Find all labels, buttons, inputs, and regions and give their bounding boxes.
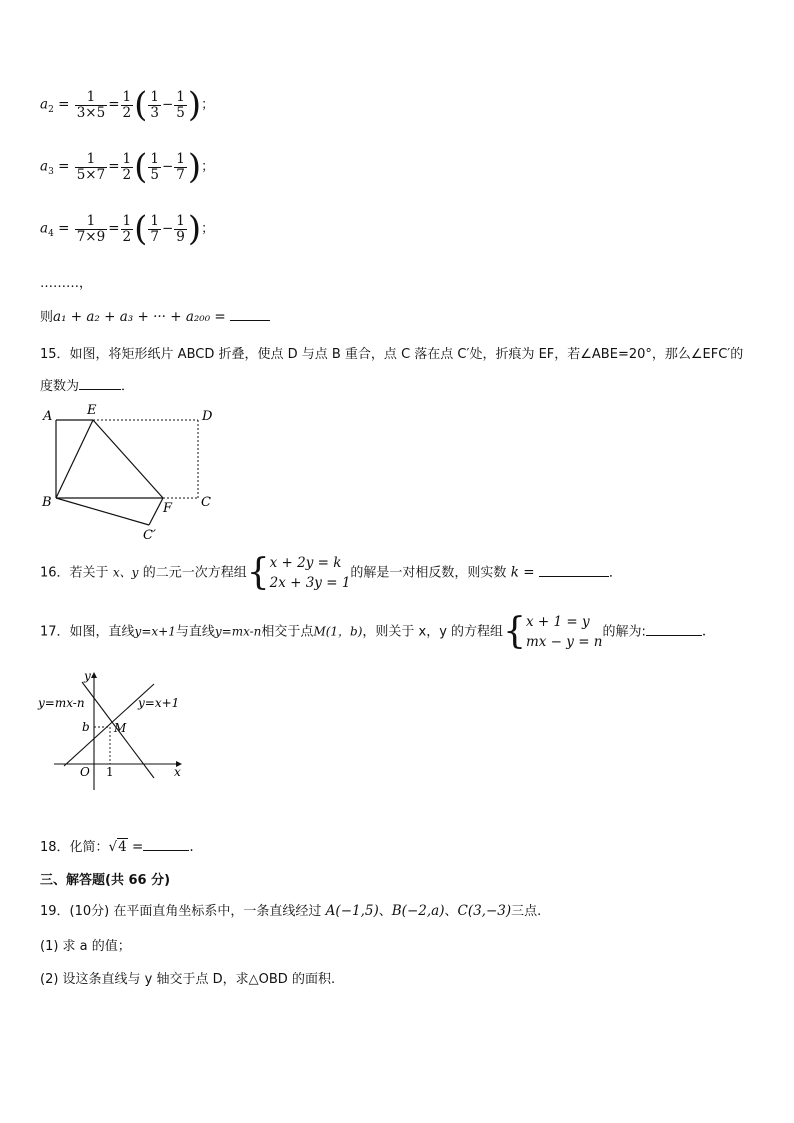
equation-system — [270, 553, 351, 593]
label-A: A — [43, 409, 53, 424]
equation-2: 2x + 3y = 1 — [269, 575, 351, 591]
q17-prefix: 17．如图，直线 — [40, 624, 135, 640]
equation-2: mx − y = n — [525, 634, 603, 650]
fraction: $\frac{1}{5\times 7}$ — [76, 150, 106, 183]
y-axis-arrow — [91, 672, 97, 678]
label-M: M — [114, 721, 127, 735]
q15-text-line1: 15．如图，将矩形纸片 ABCD 折叠，使点 D 与点 B 重合，点 C 落在点 C′处，折痕为 EF，若∠ABE=20°，那么∠EFC′的 — [40, 347, 744, 362]
q19-line — [40, 900, 541, 919]
q15-end: ． — [121, 379, 135, 394]
q15-figure — [36, 402, 226, 544]
fraction — [75, 90, 108, 121]
section-heading: 三、解答题(共 66 分) — [40, 873, 171, 888]
term: a — [40, 158, 49, 175]
semicolon: ； — [201, 159, 215, 175]
ellipsis-line: ………， — [40, 276, 93, 291]
label-C: C — [201, 495, 211, 510]
term: a — [40, 96, 49, 113]
q17-mid: 相交于点 — [261, 624, 314, 640]
radicand: 4 — [118, 839, 127, 855]
equals: = — [523, 564, 535, 581]
fraction: $\frac{1}{7\times 9}$ — [76, 212, 106, 245]
separator: 、 — [444, 904, 458, 919]
q17-line: 17．如图，直线y=x+1与直线y=mx-n相交于点M(1，b)，则关于 x，y 的方程组{x + 1 = y mx − y = n的解为: . — [40, 611, 707, 652]
equation-1: x + 1 = y — [525, 614, 590, 630]
q17-figure — [36, 666, 196, 790]
sqrt-symbol: √ — [108, 839, 118, 855]
formula-a4: $a_4$ = $\frac{1}{7\times 9}$ = $\frac{1}{2}$ ( $\frac{1}{7}$ − $\frac{1}{9}$ )； — [40, 209, 215, 249]
fraction: $\frac{1}{2}$ — [122, 212, 132, 245]
q16-prefix: 16．若关于 — [40, 565, 109, 581]
subscript: 3 — [48, 167, 54, 178]
edge-BE — [56, 420, 93, 498]
q15-text-line2 — [40, 375, 134, 394]
q17-line2: y=mx-n — [214, 624, 262, 639]
q19-end: 三点. — [511, 904, 542, 919]
q19-part1: (1) 求 a 的值； — [40, 939, 131, 954]
denominator: 3 — [150, 104, 159, 121]
equation-1: x + 2y = k — [269, 555, 342, 571]
answer-blank[interactable] — [539, 576, 609, 577]
label-x: x — [174, 765, 181, 779]
equation-system — [526, 612, 603, 652]
edge-BCp — [56, 498, 149, 525]
q18-line — [40, 836, 194, 855]
sum-expression: a₁ + a₂ + a₃ + ··· + a₂₀₀ = — [53, 309, 226, 325]
denominator: 3×5 — [76, 104, 106, 121]
label-1: 1 — [106, 765, 114, 779]
q16-vars: x、y — [112, 565, 139, 580]
q16-suffix: 的解是一对相反数，则实数 — [350, 565, 507, 581]
answer-blank[interactable] — [143, 850, 189, 851]
answer-blank[interactable] — [79, 389, 121, 390]
fraction: $\frac{1}{3}$ — [150, 88, 159, 121]
term: a — [40, 220, 49, 237]
point-A: A(−1,5) — [325, 903, 379, 919]
var-k: k — [510, 564, 519, 581]
label-y: y — [84, 669, 91, 683]
subscript: 2 — [48, 105, 54, 116]
q16-end: ． — [608, 565, 622, 581]
fraction — [121, 90, 134, 121]
q16-line: 16．若关于 x、y 的二元一次方程组{x + 2y = k 2x + 3y = 1的解是一对相反数，则实数 k = ． — [40, 552, 622, 593]
q17-point: M(1，b) — [313, 624, 363, 639]
fraction: $\frac{1}{5}$ — [176, 88, 185, 121]
semicolon: ； — [201, 97, 215, 113]
label-line-x1: y=x+1 — [138, 696, 180, 710]
denominator: 2 — [122, 104, 132, 121]
numerator: 1 — [75, 90, 108, 106]
answer-blank[interactable] — [230, 320, 270, 321]
point-C: C(3,−3) — [457, 903, 512, 919]
label-D: D — [202, 409, 213, 424]
denominator: 5 — [176, 104, 185, 121]
q17-mid2: ，则关于 x，y 的方程组 — [362, 624, 504, 640]
q18-prefix: 18．化简： — [40, 840, 109, 855]
label-Cprime: C′ — [143, 528, 156, 543]
formula-a3: $a_3$ = $\frac{1}{5\times 7}$ = $\frac{1}{2}$ ( $\frac{1}{5}$ − $\frac{1}{7}$ )； — [40, 147, 215, 187]
equals: = — [132, 839, 144, 855]
fraction: $\frac{1}{2}$ — [122, 150, 132, 183]
separator: 、 — [378, 904, 392, 919]
q19-part2: (2) 设这条直线与 y 轴交于点 D，求△OBD 的面积. — [40, 972, 336, 987]
label-B: B — [42, 495, 52, 510]
q17-suffix: 的解为: — [602, 624, 646, 640]
q15-text2: 度数为 — [40, 379, 80, 394]
label-line-mx: y=mx-n — [38, 696, 85, 710]
label-F: F — [163, 501, 173, 516]
label-b: b — [82, 720, 90, 734]
sum-prefix: 则 — [40, 310, 54, 325]
sum-line — [40, 306, 270, 325]
label-E: E — [87, 403, 97, 418]
label-O: O — [80, 765, 90, 779]
answer-blank[interactable] — [646, 635, 702, 636]
edge-CpF — [149, 498, 163, 525]
point-B: B(−2,a) — [391, 903, 445, 919]
fold-EF — [93, 420, 163, 498]
q17-and: 与直线 — [175, 624, 215, 640]
q17-end: . — [701, 623, 707, 640]
semicolon: ； — [201, 221, 215, 237]
subscript: 4 — [48, 229, 54, 240]
q19-text: 19．(10分) 在平面直角坐标系中，一条直线经过 — [40, 904, 322, 919]
q17-line1: y=x+1 — [134, 624, 176, 639]
formula-a2: $a_2$ = $\frac{1}{3\times 5}$ = $\frac{1}{2}$ ( $\frac{1}{3}$ − $\frac{1}{5}$ )； — [40, 85, 215, 125]
numerator: 1 — [122, 88, 132, 105]
q16-mid: 的二元一次方程组 — [142, 565, 247, 581]
q18-end: . — [189, 839, 194, 855]
